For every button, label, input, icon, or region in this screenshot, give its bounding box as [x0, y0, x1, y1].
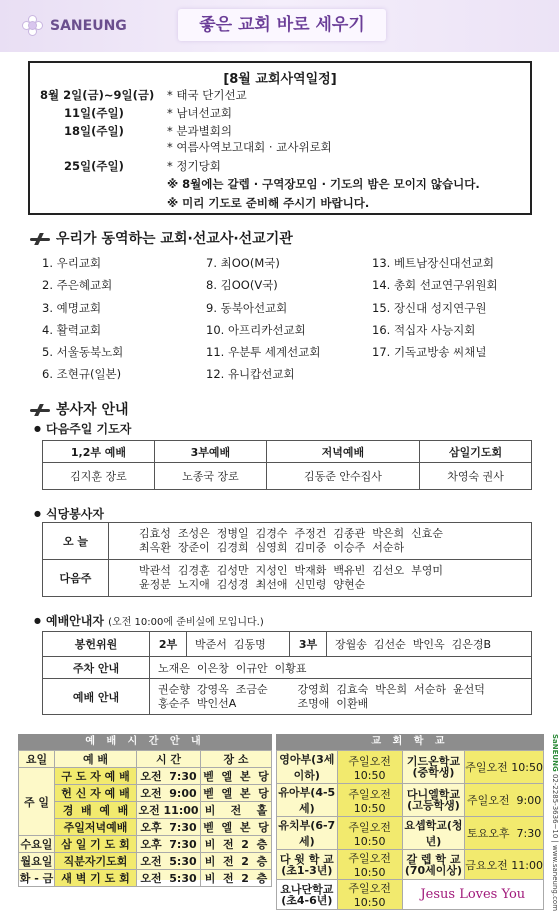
worship-times-panel [18, 734, 272, 885]
service-place: 벧 엘 본 당 [201, 819, 272, 836]
service-name: 구 도 자 예 배 [55, 768, 137, 785]
schedule-box [28, 61, 532, 215]
note-text: ※ 미리 기도로 준비해 주시기 바랍니다. [167, 196, 370, 210]
schedule-item: * 분과별회의 [167, 124, 232, 138]
school-time: 주일오전 [348, 820, 391, 834]
row-label: 봉헌위원 [43, 632, 150, 657]
table-header: 시 간 [137, 751, 201, 768]
list-item: 15. 장신대 성지연구원 [372, 300, 487, 315]
service-label: 2부 [150, 632, 187, 657]
day-cell: 월요일 [19, 853, 55, 870]
schedule-note [30, 176, 530, 192]
volunteer-heading [30, 400, 129, 420]
mission-title: 우리가 동역하는 교회·선교사·선교기관 [56, 231, 293, 247]
list-item: 1. 우리교회 [42, 256, 102, 270]
note-text: ※ 8월에는 갈렙 · 구역장모임 · 기도의 밤은 모이지 않습니다. [167, 177, 480, 191]
flower-icon [22, 15, 44, 37]
list-item: 3. 예명교회 [42, 300, 102, 315]
names-cell: 박준서 김동명 [187, 632, 290, 657]
names-line: 강영희 김효숙 박은희 서순하 윤선덕 [297, 682, 485, 696]
table-header: 삼일기도회 [420, 441, 532, 463]
list-item: 6. 조현규(일본) [42, 367, 122, 382]
service-name: 새 벽 기 도 회 [55, 870, 137, 887]
service-time: 오후 7:30 [137, 836, 201, 853]
names-line: 조명애 이환배 [297, 696, 369, 710]
table-header: 3부예배 [154, 441, 266, 463]
mission-list-col3 [372, 252, 498, 363]
list-item: 11. 우분투 세계선교회 [206, 345, 321, 360]
service-place: 비 전 홀 [201, 802, 272, 819]
usher-table [42, 631, 532, 715]
table-header: 예 배 [55, 751, 137, 768]
airplane-icon [30, 404, 50, 416]
schedule-item: * 여름사역보고대회 · 교사위로회 [167, 140, 332, 154]
dept-name: 다 윗 학 교 [279, 852, 334, 866]
service-time: 오전 7:30 [137, 768, 201, 785]
dept-name: 요나단학교 [280, 882, 334, 896]
row-label: 다음주 [43, 560, 109, 597]
schedule-note [30, 195, 530, 211]
service-place: 벧 엘 본 당 [201, 768, 272, 785]
schedule-item: * 정기당회 [167, 159, 221, 173]
airplane-icon [30, 233, 50, 245]
worship-times-table [18, 750, 272, 887]
list-item: 13. 베트남장신대선교회 [372, 256, 494, 270]
volunteer-title: 봉사자 안내 [56, 402, 129, 418]
names-line: 박관석 김경훈 김성만 지성인 박재화 백유빈 김선오 부영미 [139, 564, 443, 577]
table-header: 1,2부 예배 [43, 441, 155, 463]
dept-name: 갈 렙 학 교 [406, 852, 461, 866]
brand-name: SANEUNG [50, 18, 127, 34]
prayer-subtitle: ● 다음주일 기도자 [34, 421, 131, 437]
table-cell: 노종국 장로 [154, 463, 266, 490]
service-time: 오전 11:00 [137, 802, 201, 819]
list-item: 5. 서울동북노회 [42, 345, 124, 360]
table-header: 저녁예배 [266, 441, 419, 463]
service-time: 오전 5:30 [137, 853, 201, 870]
list-item: 17. 기독교방송 씨채널 [372, 345, 487, 360]
service-name: 헌 신 자 예 배 [55, 785, 137, 802]
dining-table [42, 522, 532, 597]
schedule-item: * 태국 단기선교 [167, 88, 247, 102]
dept-name: 영아부(3세이하) [277, 751, 338, 784]
dept-sub: (고등학생) [407, 799, 460, 812]
school-time: 토요오후 7:30 [465, 817, 544, 850]
list-item: 10. 아프리카선교회 [206, 322, 306, 337]
school-time: 주일오전 [348, 882, 391, 895]
service-time: 오전 5:30 [137, 870, 201, 887]
list-item: 16. 적십자 사능지회 [372, 322, 476, 337]
header-banner [0, 0, 559, 52]
school-time: 주일오전 [348, 754, 391, 768]
schedule-date: 25일(주일) [64, 159, 124, 173]
service-time: 오후 7:30 [137, 819, 201, 836]
dept-sub: (초4-6년) [281, 893, 333, 907]
service-name: 삼 일 기 도 회 [55, 836, 137, 853]
table-cell: 차영숙 권사 [420, 463, 532, 490]
school-time: 10:50 [353, 768, 386, 782]
usher-subtitle [34, 613, 264, 629]
row-label: 오 늘 [43, 523, 109, 560]
page-title: 좋은 교회 바로 세우기 [178, 9, 386, 41]
service-place: 비 전 2 층 [201, 870, 272, 887]
schedule-item: * 남녀선교회 [167, 106, 232, 120]
schedule-row [30, 123, 530, 139]
dept-name: 유치부(6-7세) [277, 817, 338, 850]
dept-name: 다니엘학교 [406, 788, 461, 801]
schedule-row [30, 139, 530, 155]
service-time: 오전 9:00 [137, 785, 201, 802]
day-cell: 수요일 [19, 836, 55, 853]
side-brand: SaNEUNG [551, 734, 559, 772]
school-time: 주일오전 [348, 787, 391, 801]
service-place: 벧 엘 본 당 [201, 785, 272, 802]
list-item: 2. 주은혜교회 [42, 278, 113, 293]
service-place: 비 전 2 층 [201, 853, 272, 870]
service-place: 비 전 2 층 [201, 836, 272, 853]
dept-name: 유아부(4-5세) [277, 784, 338, 817]
row-label: 주차 안내 [43, 657, 150, 679]
names-line: 김효성 조성은 정병일 김경수 주정건 김종관 박은희 신효순 [139, 527, 443, 540]
school-time: 10:50 [353, 801, 386, 815]
church-logo [22, 13, 127, 39]
names-cell: 장월송 김선순 박인옥 김은경B [327, 632, 532, 657]
school-time: 10:50 [353, 866, 386, 879]
dept-name: 요셉학교(청년) [402, 817, 465, 850]
mission-heading [30, 229, 293, 249]
mission-list-col1 [42, 252, 123, 386]
service-name: 직분자기도회 [55, 853, 137, 870]
dept-sub: (초1-3년) [281, 863, 333, 877]
dining-subtitle: ● 식당봉사자 [34, 506, 104, 522]
list-item: 9. 동북아선교회 [206, 300, 288, 315]
names-line: 홍순주 박인선A [158, 696, 237, 710]
school-time: 주일오전 [348, 852, 391, 865]
church-school-panel [276, 734, 544, 909]
contact-text: 02-2285-3636~10 | www.saneung.com [551, 773, 559, 911]
school-time: 10:50 [353, 834, 386, 848]
usher-note: (오전 10:00에 준비실에 모입니다.) [108, 617, 264, 628]
prayer-table [42, 440, 532, 490]
dept-name: 기드온학교 [406, 755, 461, 768]
service-label: 3부 [290, 632, 327, 657]
panel-title: 예 배 시 간 안 내 [18, 734, 272, 750]
school-time: 주일오전 9:00 [465, 784, 544, 817]
mission-list-col2 [206, 252, 320, 386]
panel-title: 교 회 학 교 [276, 734, 544, 750]
schedule-date: 18일(주일) [64, 124, 124, 138]
schedule-row [30, 105, 530, 121]
list-item: 7. 최OO(M국) [206, 256, 280, 270]
names-line: 권순향 강영옥 조금순 [158, 682, 268, 696]
church-school-table [276, 750, 544, 910]
jesus-loves-you-text: Jesus Loves You [402, 880, 543, 910]
schedule-row [30, 158, 530, 174]
schedule-date: 8월 2일(금)~9일(금) [40, 88, 155, 102]
day-cell: 화 - 금 [19, 870, 55, 887]
dept-sub: (중학생) [412, 766, 455, 779]
schedule-date: 11일(주일) [64, 106, 124, 120]
service-name: 경 배 예 배 [55, 802, 137, 819]
list-item: 8. 김OO(V국) [206, 278, 278, 293]
table-cell: 김지훈 장로 [43, 463, 155, 490]
schedule-row [30, 87, 530, 103]
names-line: 최옥환 장준이 김경희 심영희 김미중 이승주 서순하 [139, 541, 405, 554]
schedule-title: [8월 교회사역일정] [223, 72, 337, 87]
row-label: 예배 안내 [43, 679, 150, 715]
day-cell: 주 일 [19, 768, 55, 836]
list-item: 14. 총회 선교연구위원회 [372, 278, 498, 293]
usher-title: 예배안내자 [45, 614, 104, 628]
names-cell: 노재은 이은창 이규안 이황표 [150, 657, 532, 679]
school-time: 주일오전 10:50 [465, 751, 544, 784]
service-name: 주일저녁예배 [55, 819, 137, 836]
school-time: 10:50 [353, 896, 386, 909]
school-time: 금요오전 11:00 [465, 850, 544, 880]
list-item: 12. 유니캅선교회 [206, 367, 295, 382]
table-header: 장 소 [201, 751, 272, 768]
list-item: 4. 활력교회 [42, 322, 102, 337]
names-line: 윤정분 노지애 김성경 최선애 신민령 양현순 [139, 578, 366, 591]
table-cell: 김동준 안수집사 [266, 463, 419, 490]
dept-sub: (70세이상) [404, 863, 463, 877]
table-header: 요일 [19, 751, 55, 768]
side-contact [547, 734, 559, 911]
